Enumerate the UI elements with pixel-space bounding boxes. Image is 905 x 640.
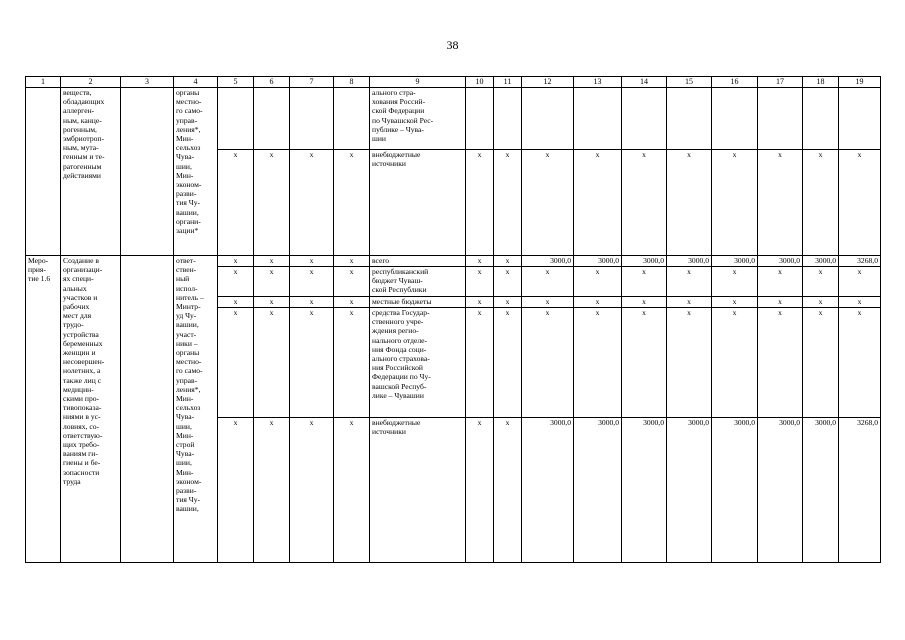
measure-number: Меро- прия- тие 1.6: [26, 256, 61, 563]
cell: x: [254, 150, 290, 256]
source-label: внебюджетные источники: [370, 418, 466, 563]
cell: [803, 88, 839, 150]
header-row: [26, 77, 881, 88]
cell: x: [334, 256, 370, 267]
cell: x: [466, 267, 494, 297]
cell: x: [334, 267, 370, 297]
cell: x: [712, 308, 758, 418]
cell: x: [622, 308, 667, 418]
cell: x: [218, 418, 254, 563]
cell: x: [839, 267, 881, 297]
cell: x: [218, 297, 254, 308]
cell: x: [334, 297, 370, 308]
cell: x: [803, 297, 839, 308]
cont-col1: [26, 88, 61, 256]
cell: x: [466, 150, 494, 256]
source-label: республиканский бюджет Чуваш- ской Республики: [370, 267, 466, 297]
measure-row-total: [26, 256, 881, 267]
cell: x: [667, 267, 712, 297]
cell: x: [494, 308, 522, 418]
cell: [494, 88, 522, 150]
cell: [218, 88, 254, 150]
cell: x: [839, 308, 881, 418]
cell: x: [334, 308, 370, 418]
cell: x: [522, 297, 574, 308]
cell: x: [574, 267, 622, 297]
value-cell: 3000,0: [712, 418, 758, 563]
header-cell: 3: [121, 77, 174, 88]
cell: x: [494, 418, 522, 563]
cell: [466, 88, 494, 150]
cell: x: [803, 150, 839, 256]
header-cell: 15: [667, 77, 712, 88]
header-cell: 11: [494, 77, 522, 88]
cell: x: [522, 308, 574, 418]
cell: x: [218, 256, 254, 267]
cell: x: [290, 267, 334, 297]
cell: x: [290, 297, 334, 308]
header-cell: 7: [290, 77, 334, 88]
cell: x: [803, 267, 839, 297]
value-cell: 3000,0: [574, 256, 622, 267]
cell: x: [494, 297, 522, 308]
cell: x: [466, 256, 494, 267]
cell: x: [803, 308, 839, 418]
cell: x: [522, 150, 574, 256]
value-cell: 3000,0: [522, 256, 574, 267]
source-label: местные бюджеты: [370, 297, 466, 308]
value-cell: 3000,0: [522, 418, 574, 563]
cell: x: [574, 308, 622, 418]
header-cell: 18: [803, 77, 839, 88]
cell: x: [758, 297, 803, 308]
cell: x: [290, 308, 334, 418]
cell: x: [466, 297, 494, 308]
cell: x: [290, 256, 334, 267]
measure-executors: ответ- ствен- ный испол- нитель – Минтр- уд Чу- вашии, участ- ники – органы местно- го само- управ- ления*, Мин- сельхоз Чува- шии, Мин- строй Чува- шии, Мин- эконом- разви- тия Чу- вашии,: [174, 256, 218, 563]
cell: x: [290, 418, 334, 563]
cont-source-text: ального стра- хования Россий- ской Федерации по Чувашской Рес- публике – Чува- шии: [370, 88, 466, 150]
cell: x: [758, 267, 803, 297]
cell: [712, 88, 758, 150]
header-cell: 17: [758, 77, 803, 88]
cell: [667, 88, 712, 150]
cell: x: [494, 267, 522, 297]
cell: x: [254, 308, 290, 418]
cell: x: [466, 418, 494, 563]
value-cell: 3000,0: [574, 418, 622, 563]
cell: [622, 88, 667, 150]
cell: x: [574, 297, 622, 308]
source-label: всего: [370, 256, 466, 267]
cell: x: [290, 150, 334, 256]
header-cell: 6: [254, 77, 290, 88]
cell: x: [218, 267, 254, 297]
header-cell: 19: [839, 77, 881, 88]
cell: x: [522, 267, 574, 297]
header-cell: 12: [522, 77, 574, 88]
value-cell: 3000,0: [758, 418, 803, 563]
cell: x: [334, 150, 370, 256]
cell: x: [494, 256, 522, 267]
cell: [254, 88, 290, 150]
header-cell: 8: [334, 77, 370, 88]
cell: [522, 88, 574, 150]
cont-executors: органы местно- го само- управ- ления*, Мин- сельхоз Чува- шии, Мин- эконом- разви- тия Чу- вашии, органи- зации*: [174, 88, 218, 256]
cont-col3: [121, 88, 174, 256]
header-cell: 10: [466, 77, 494, 88]
cell: x: [494, 150, 522, 256]
cell: x: [839, 150, 881, 256]
source-label: внебюджетные источники: [370, 150, 466, 256]
cell: x: [254, 256, 290, 267]
cell: x: [574, 150, 622, 256]
cell: x: [218, 308, 254, 418]
cell: x: [334, 418, 370, 563]
value-cell: 3000,0: [622, 256, 667, 267]
cell: [758, 88, 803, 150]
cell: x: [839, 297, 881, 308]
cell: [121, 256, 174, 563]
header-cell: 13: [574, 77, 622, 88]
value-cell: 3000,0: [622, 418, 667, 563]
cell: x: [254, 267, 290, 297]
cont-measure-text: веществ, обладающих аллерген- ным, канце- рогенным, эмбриотроп- ным, мута- генным и те- ратогенным действиями: [61, 88, 121, 256]
financing-table: [25, 76, 881, 563]
cell: x: [254, 297, 290, 308]
value-cell: 3268,0: [839, 256, 881, 267]
value-cell: 3268,0: [839, 418, 881, 563]
cell: x: [712, 267, 758, 297]
cell: x: [622, 297, 667, 308]
cell: x: [758, 308, 803, 418]
cell: x: [254, 418, 290, 563]
cell: [334, 88, 370, 150]
cell: x: [622, 267, 667, 297]
value-cell: 3000,0: [803, 256, 839, 267]
continuation-row-1: [26, 88, 881, 150]
cell: x: [758, 150, 803, 256]
cell: x: [712, 297, 758, 308]
cell: x: [712, 150, 758, 256]
cell: [574, 88, 622, 150]
cell: x: [667, 308, 712, 418]
cell: x: [622, 150, 667, 256]
value-cell: 3000,0: [758, 256, 803, 267]
cell: x: [667, 150, 712, 256]
header-cell: 14: [622, 77, 667, 88]
cell: x: [667, 297, 712, 308]
header-cell: 5: [218, 77, 254, 88]
cell: x: [218, 150, 254, 256]
cell: x: [466, 308, 494, 418]
header-cell: 16: [712, 77, 758, 88]
page-number: 38: [446, 38, 459, 52]
cell: [839, 88, 881, 150]
header-cell: 4: [174, 77, 218, 88]
measure-description: Создание в организаци- ях специ- альных участков и рабочих мест для трудо- устройства беременных женщин и несовершен- нолетних, а также лиц с медицин- скими про- тивопоказа- ниями в ус- ловиях, со- ответствую- щих требо- ваниям ги- гиены и бе- зопасности труда: [61, 256, 121, 563]
source-label: средства Государ- ственного учре- ждения регио- нального отделе- ния Фонда соци- ального страхова- ния Российской Федерации по Чу- вашской Респуб- лике – Чувашии: [370, 308, 466, 418]
header-cell: 1: [26, 77, 61, 88]
value-cell: 3000,0: [803, 418, 839, 563]
value-cell: 3000,0: [667, 418, 712, 563]
cell: [290, 88, 334, 150]
header-cell: 9: [370, 77, 466, 88]
value-cell: 3000,0: [667, 256, 712, 267]
value-cell: 3000,0: [712, 256, 758, 267]
header-cell: 2: [61, 77, 121, 88]
